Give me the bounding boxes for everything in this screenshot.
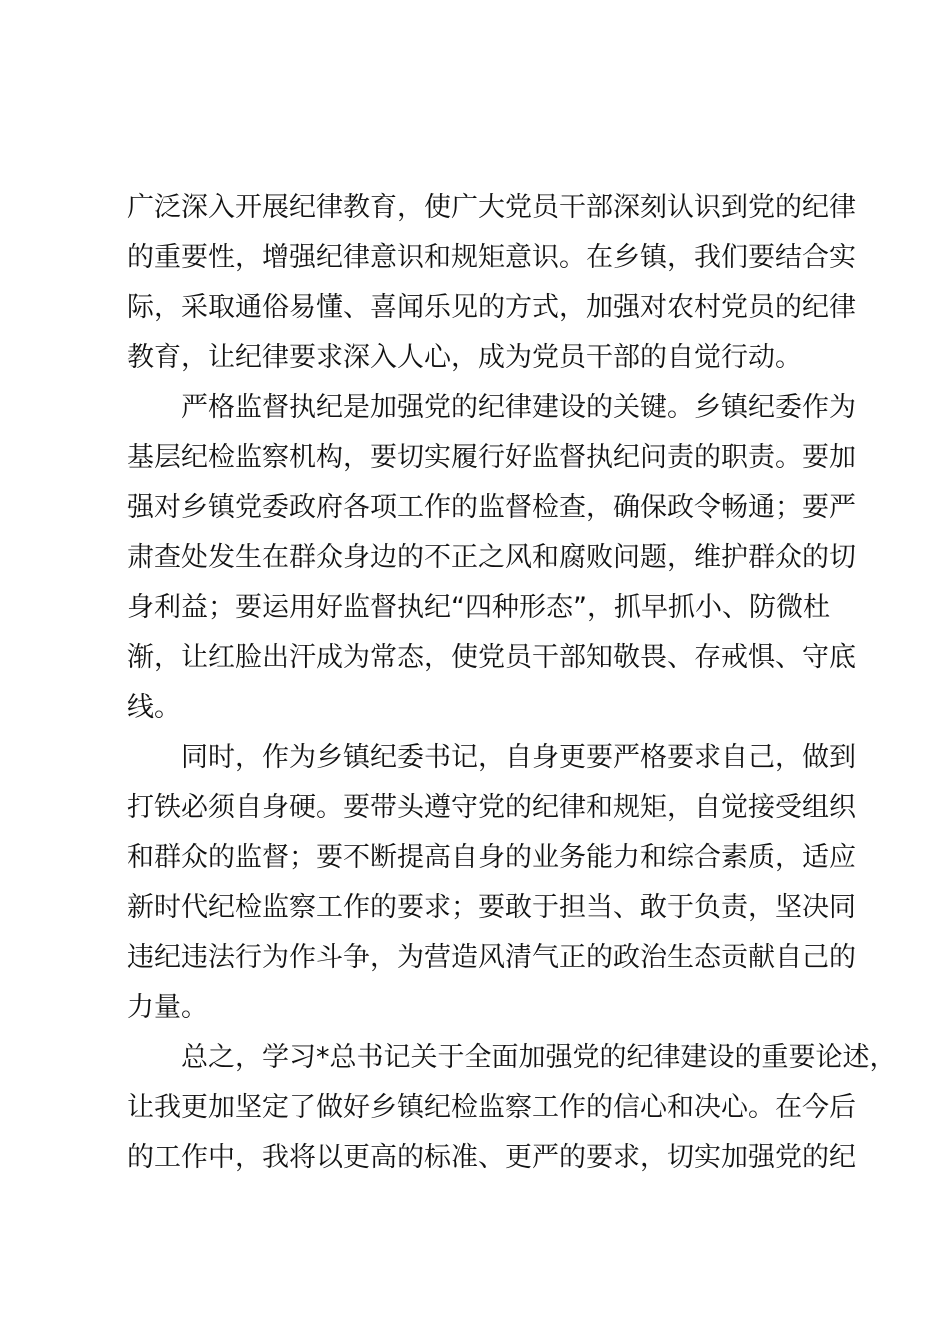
text-line: 力量。 <box>127 992 208 1023</box>
text-line: 际，采取通俗易懂、喜闻乐见的方式，加强对农村党员的纪律 <box>127 292 856 323</box>
text-line: 的工作中，我将以更高的标准、更严的要求，切实加强党的纪 <box>127 1142 856 1173</box>
paragraph-first-line: 总之，学习*总书记关于全面加强党的纪律建设的重要论述， <box>181 1042 897 1073</box>
text-line: 肃查处发生在群众身边的不正之风和腐败问题，维护群众的切 <box>127 542 856 573</box>
text-line: 线。 <box>127 692 181 723</box>
text-line: 基层纪检监察机构，要切实履行好监督执纪问责的职责。要加 <box>127 442 856 473</box>
text-line: 广泛深入开展纪律教育，使广大党员干部深刻认识到党的纪律 <box>127 192 856 223</box>
text-line: 违纪违法行为作斗争，为营造风清气正的政治生态贡献自己的 <box>127 942 856 973</box>
paragraph-first-line: 同时，作为乡镇纪委书记，自身更要严格要求自己，做到 <box>181 742 856 773</box>
text-line: 打铁必须自身硬。要带头遵守党的纪律和规矩，自觉接受组织 <box>127 792 856 823</box>
document-body-text <box>127 183 897 1183</box>
text-line: 强对乡镇党委政府各项工作的监督检查，确保政令畅通；要严 <box>127 492 856 523</box>
text-line: 教育，让纪律要求深入人心，成为党员干部的自觉行动。 <box>127 342 802 373</box>
text-line: 新时代纪检监察工作的要求；要敢于担当、敢于负责，坚决同 <box>127 892 856 923</box>
text-line: 让我更加坚定了做好乡镇纪检监察工作的信心和决心。在今后 <box>127 1092 856 1123</box>
text-line: 渐，让红脸出汗成为常态，使党员干部知敬畏、存戒惧、守底 <box>127 642 856 673</box>
text-line: 的重要性，增强纪律意识和规矩意识。在乡镇，我们要结合实 <box>127 242 856 273</box>
paragraph-first-line: 严格监督执纪是加强党的纪律建设的关键。乡镇纪委作为 <box>181 392 856 423</box>
text-line: 和群众的监督；要不断提高自身的业务能力和综合素质，适应 <box>127 842 856 873</box>
text-line: 身利益；要运用好监督执纪“四种形态”，抓早抓小、防微杜 <box>127 592 830 623</box>
